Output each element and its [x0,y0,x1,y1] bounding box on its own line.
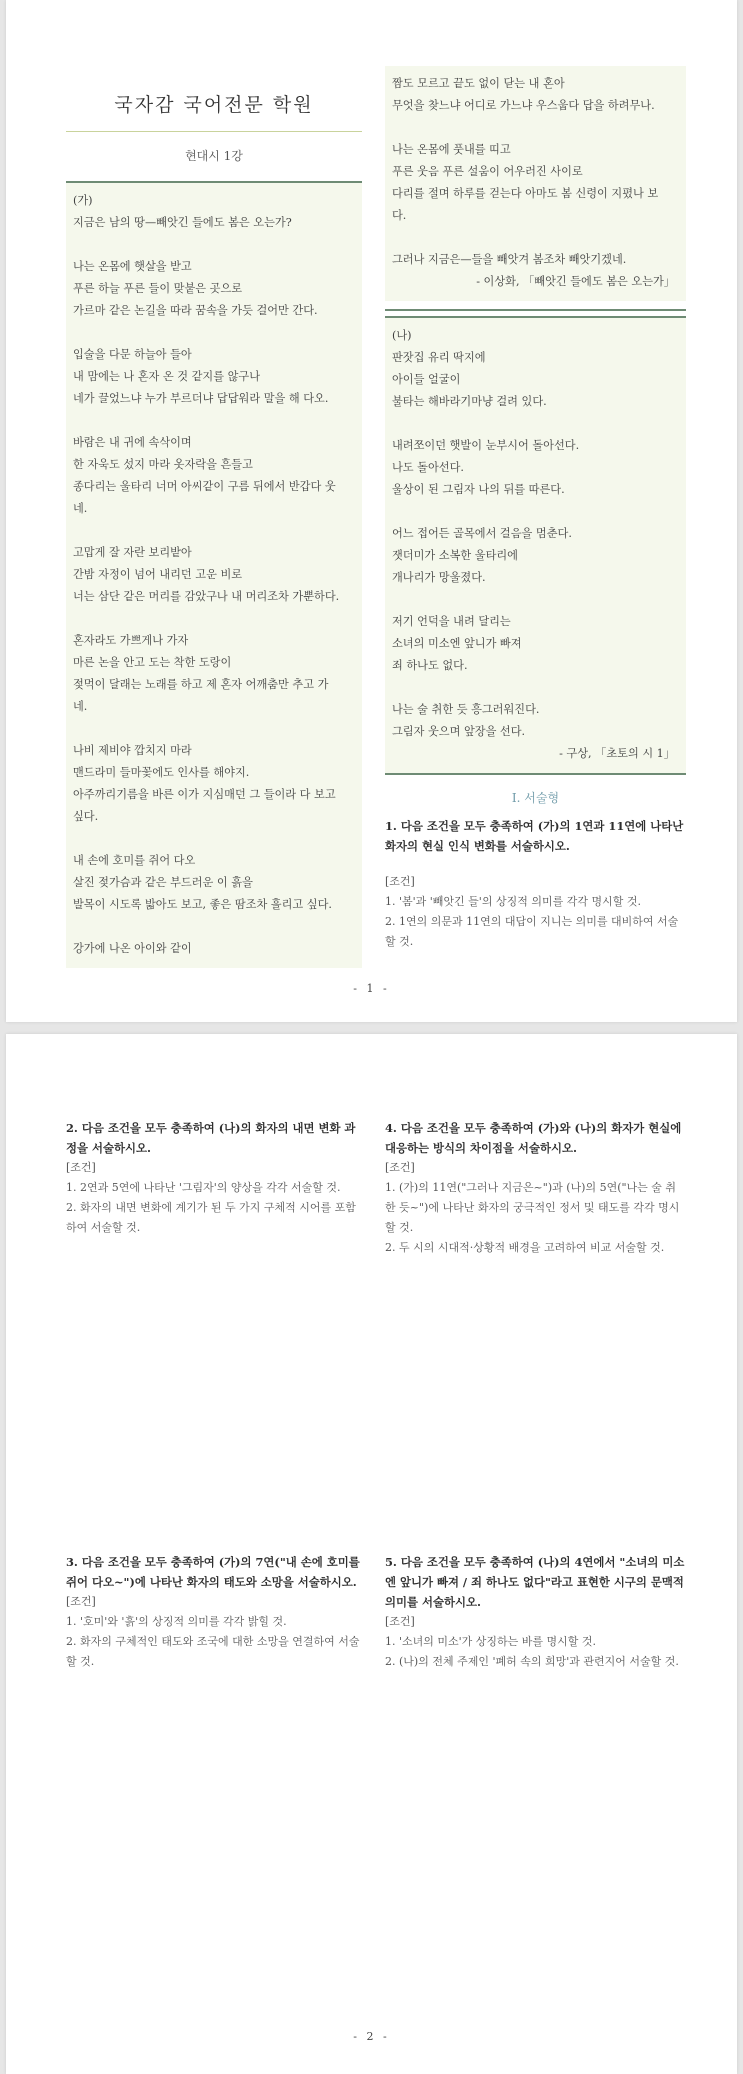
poem-line: 푸른 하늘 푸른 들이 맞붙은 곳으로 [73,282,243,295]
stanza-gap [392,413,679,435]
condition-item: 2. 화자의 내면 변화에 계기가 된 두 가지 구체적 시어를 포함하여 서술할 것. [66,1201,356,1234]
question-4 [385,1118,685,1258]
condition-item: 2. 두 시의 시대적·상황적 배경을 고려하여 비교 서술할 것. [385,1241,665,1254]
poem-line: 네. [73,700,88,713]
conditions-label: [조건] [66,1161,96,1174]
poem-line: 지금은 남의 땅—빼앗긴 들에도 봄은 오는가? [73,216,292,229]
stanza-gap [73,718,355,740]
stanza-gap [73,520,355,542]
poem-line: 나는 술 취한 듯 흥그러워진다. [392,703,540,716]
question-1 [385,816,686,952]
poem-line: 무엇을 찾느냐 어디로 가느냐 우스웁다 답을 하려무나. [392,99,655,112]
conditions-label: [조건] [385,875,415,888]
page-number: - 1 - [353,982,390,995]
poem-line: 바람은 내 귀에 속삭이며 [73,436,192,449]
poem-source: - 이상화, 「빼앗긴 들에도 봄은 오는가」 [476,275,675,288]
stanza-gap [73,234,355,256]
stanza-gap [392,501,679,523]
condition-item: 1. '봄'과 '빼앗긴 들'의 상징적 의미를 각각 명시할 것. [385,895,641,908]
poem-line: 판잣집 유리 딱지에 [392,351,486,364]
page-1 [6,0,737,1022]
poem-line: (가) [73,194,93,207]
poem-line: 젖먹이 달래는 노래를 하고 제 혼자 어깨춤만 추고 가 [73,678,329,691]
poem-line: 개나리가 망울졌다. [392,571,486,584]
stanza-gap [73,322,355,344]
poem-line: 한 자욱도 섰지 마라 옷자락을 흔들고 [73,458,253,471]
poem-line: 내려쪼이던 햇발이 눈부시어 돌아선다. [392,439,580,452]
poem-line: 잿더미가 소복한 울타리에 [392,549,518,562]
poem-source: - 구상, 「초토의 시 1」 [559,747,675,760]
poem-line: 살진 젖가슴과 같은 부드러운 이 흙을 [73,876,253,889]
condition-item: 2. 화자의 구체적인 태도와 조국에 대한 소망을 연결하여 서술할 것. [66,1635,360,1668]
poem-line: 소녀의 미소엔 앞니가 빠져 [392,637,522,650]
conditions-label: [조건] [66,1595,96,1608]
condition-item: 1. '소녀의 미소'가 상징하는 바를 명시할 것. [385,1635,597,1648]
poem-line: 울상이 된 그림자 나의 뒤를 따른다. [392,483,565,496]
poem-line: 나는 온몸에 풋내를 띠고 [392,143,511,156]
conditions-label: [조건] [385,1161,415,1174]
poem-line: 나비 제비야 깝치지 마라 [73,744,192,757]
condition-item: 2. 1연의 의문과 11연의 대답이 지니는 의미를 대비하여 서술할 것. [385,915,679,948]
question-2 [66,1118,366,1238]
poem-line: 강가에 나온 아이와 같이 [73,942,192,955]
divider [385,309,686,311]
condition-item: 1. 2연과 5연에 나타난 '그림자'의 양상을 각각 서술할 것. [66,1181,341,1194]
poem-line: 다리를 절며 하루를 걷는다 아마도 봄 신령이 지폈나 보 [392,187,659,200]
poem-line: 짬도 모르고 끝도 없이 닫는 내 혼아 [392,77,565,90]
poem-line: (나) [392,329,412,342]
document-subtitle: 현대시 1강 [185,149,243,163]
poem-line: 그러나 지금은—들을 빼앗겨 봄조차 빼앗기겠네. [392,253,627,266]
poem-line: 가르마 같은 논길을 따라 꿈속을 가듯 걸어만 간다. [73,304,318,317]
poem-line: 종다리는 울타리 너머 아씨같이 구름 뒤에서 반갑다 웃 [73,480,336,493]
poem-a-box [66,183,362,968]
right-column [385,66,686,952]
poem-line: 저기 언덕을 내려 달리는 [392,615,511,628]
question-title: 1. 다음 조건을 모두 충족하여 (가)의 1연과 11연에 나타난 화자의 현실 인식 변화를 서술하시오. [385,819,684,853]
poem-line: 네. [73,502,88,515]
poem-line: 나도 돌아선다. [392,461,464,474]
section-title: Ⅰ. 서술형 [511,791,560,805]
poem-line: 어느 접어든 골목에서 걸음을 멈춘다. [392,527,572,540]
poem-line: 다. [392,209,407,222]
poem-line: 고맙게 잘 자란 보리밭아 [73,546,192,559]
poem-line: 입술을 다문 하늘아 들아 [73,348,192,361]
poem-line: 나는 온몸에 햇살을 받고 [73,260,192,273]
poem-line: 내 맘에는 나 혼자 온 것 같지를 않구나 [73,370,261,383]
question-5 [385,1552,685,1672]
stanza-gap [73,916,355,938]
poem-a-continued-box [385,66,686,301]
poem-line: 불타는 해바라기마냥 걸려 있다. [392,395,547,408]
stanza-gap [392,227,679,249]
question-title: 2. 다음 조건을 모두 충족하여 (나)의 화자의 내면 변화 과정을 서술하시오. [66,1121,356,1155]
page-2 [6,1034,737,2074]
question-3 [66,1552,366,1672]
stanza-gap [392,677,679,699]
poem-line: 혼자라도 가쁘게나 가자 [73,634,189,647]
document-title: 국자감 국어전문 학원 [66,90,362,132]
poem-line: 아이들 얼굴이 [392,373,461,386]
poem-line: 죄 하나도 없다. [392,659,468,672]
question-title: 5. 다음 조건을 모두 충족하여 (나)의 4연에서 "소녀의 미소엔 앞니가 빠져 / 죄 하나도 없다"라고 표현한 시구의 문맥적 의미를 서술하시오. [385,1555,685,1609]
poem-line: 내 손에 호미를 쥐어 다오 [73,854,196,867]
poem-line: 네가 끌었느냐 누가 부르더냐 답답워라 말을 해 다오. [73,392,329,405]
poem-line: 싶다. [73,810,99,823]
poem-line: 간밤 자정이 넘어 내리던 고운 비로 [73,568,243,581]
stanza-gap [73,410,355,432]
poem-line: 마른 논을 안고 도는 착한 도랑이 [73,656,232,669]
stanza-gap [73,608,355,630]
stanza-gap [392,589,679,611]
left-column [66,62,362,968]
poem-b-box [385,318,686,773]
condition-item: 2. (나)의 전체 주제인 '폐허 속의 희망'과 관련지어 서술할 것. [385,1655,679,1668]
stanza-gap [73,828,355,850]
question-title: 4. 다음 조건을 모두 충족하여 (가)와 (나)의 화자가 현실에 대응하는 방식의 차이점을 서술하시오. [385,1121,682,1155]
page-number: - 2 - [353,2030,390,2043]
poem-line: 푸른 웃음 푸른 설움이 어우러진 사이로 [392,165,583,178]
condition-item: 1. '호미'와 '흙'의 상징적 의미를 각각 밝힐 것. [66,1615,287,1628]
question-title: 3. 다음 조건을 모두 충족하여 (가)의 7연("내 손에 호미를 쥐어 다오~")에 나타난 화자의 태도와 소망을 서술하시오. [66,1555,360,1589]
poem-line: 아주까리기름을 바른 이가 지심매던 그 들이라 다 보고 [73,788,336,801]
conditions-label: [조건] [385,1615,415,1628]
stanza-gap [392,117,679,139]
poem-line: 맨드라미 들마꽃에도 인사를 해야지. [73,766,250,779]
poem-line: 너는 삼단 같은 머리를 감았구나 내 머리조차 가뿐하다. [73,590,340,603]
poem-line: 그림자 웃으며 앞장을 선다. [392,725,526,738]
condition-item: 1. (가)의 11연("그러나 지금은~")과 (나)의 5연("나는 술 취한 듯~")에 나타난 화자의 궁극적인 정서 및 태도를 각각 명시할 것. [385,1181,680,1234]
poem-line: 발목이 시도록 밟아도 보고, 좋은 땀조차 흘리고 싶다. [73,898,332,911]
